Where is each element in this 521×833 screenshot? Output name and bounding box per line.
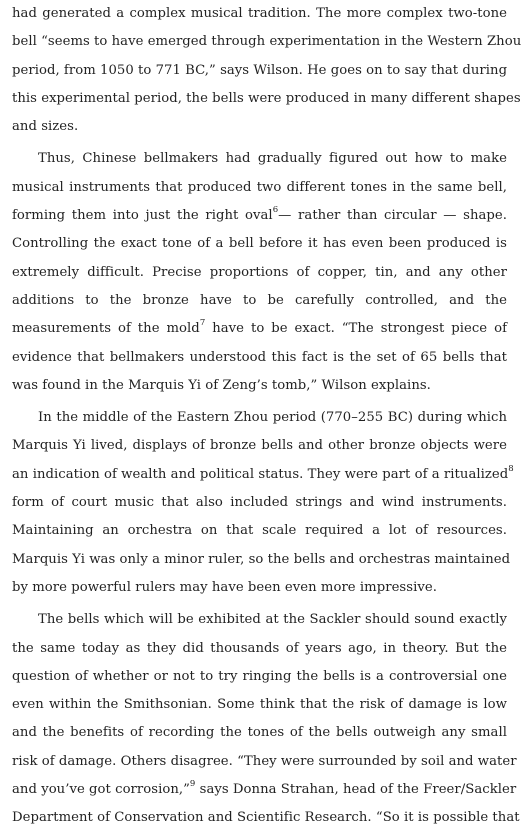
- text-line: bell “seems to have emerged through experimentation in the Western Zhou: [12, 34, 521, 50]
- text-line: question of whether or not to try ringing the bells is a controversial one: [12, 668, 507, 684]
- paragraph-1: [12, 0, 521, 141]
- text-segment: — rather than circular — shape.: [278, 208, 507, 224]
- footnote-marker: 7: [199, 318, 206, 329]
- text-line: musical instruments that produced two different tones in the same bell,: [12, 179, 507, 195]
- footnote-marker: 8: [508, 463, 514, 474]
- text-segment: forming them into just the right oval: [12, 208, 273, 224]
- text-line: Department of Conservation and Scientific Research. “So it is possible that: [12, 810, 520, 826]
- footnote-marker: 6: [272, 205, 279, 216]
- text-line: Controlling the exact tone of a bell before it has even been produced is: [12, 236, 507, 252]
- text-segment: an indication of wealth and political status. They were part of a ritualized: [12, 466, 509, 482]
- paragraph-4: [12, 606, 520, 832]
- text-segment: says Donna Strahan, head of the Freer/Sackler: [195, 782, 517, 798]
- paragraph-3: [12, 404, 514, 602]
- text-line: additions to the bronze have to be carefully controlled, and the: [12, 292, 507, 308]
- text-line: the same today as they did thousands of years ago, in theory. But the: [12, 640, 507, 656]
- text-line: Marquis Yi was only a minor ruler, so the bells and orchestras maintained: [12, 551, 511, 567]
- text-line: extremely difficult. Precise proportions of copper, tin, and any other: [12, 264, 507, 280]
- text-line-with-footnote: [12, 776, 517, 804]
- footnote-marker: 9: [189, 779, 196, 790]
- text-line: risk of damage. Others disagree. “They were surrounded by soil and water: [12, 753, 517, 769]
- text-line-with-footnote: [12, 315, 507, 343]
- text-line: and the benefits of recording the tones of the bells outweigh any small: [12, 725, 507, 741]
- text-line: Marquis Yi lived, displays of bronze bells and other bronze objects were: [12, 438, 507, 454]
- text-line: The bells which will be exhibited at the Sackler should sound exactly: [38, 612, 507, 628]
- text-segment: measurements of the mold: [12, 321, 200, 337]
- text-line: Maintaining an orchestra on that scale required a lot of resources.: [12, 523, 507, 539]
- text-line: Thus, Chinese bellmakers had gradually figured out how to make: [38, 151, 507, 167]
- text-segment: and you’ve got corrosion,”: [12, 782, 190, 798]
- paragraph-2: [12, 145, 507, 400]
- text-line-with-footnote: [12, 202, 507, 230]
- text-line: had generated a complex musical tradition. The more complex two-tone: [12, 6, 507, 21]
- text-line: this experimental period, the bells were produced in many different shapes: [12, 90, 521, 106]
- text-line: evidence that bellmakers understood this fact is the set of 65 bells that: [12, 349, 507, 365]
- text-line: even within the Smithsonian. Some think that the risk of damage is low: [12, 697, 507, 713]
- text-line: In the middle of the Eastern Zhou period (770–255 BC) during which: [38, 410, 507, 426]
- text-line: by more powerful rulers may have been even more impressive.: [12, 579, 437, 595]
- text-line: form of court music that also included strings and wind instruments.: [12, 495, 507, 511]
- text-line: was found in the Marquis Yi of Zeng’s tomb,” Wilson explains.: [12, 377, 431, 393]
- text-line-with-footnote: [12, 461, 514, 489]
- text-line: period, from 1050 to 771 BC,” says Wilson. He goes on to say that during: [12, 62, 508, 78]
- text-segment: have to be exact. “The strongest piece of: [205, 321, 507, 337]
- text-line: and sizes.: [12, 119, 79, 135]
